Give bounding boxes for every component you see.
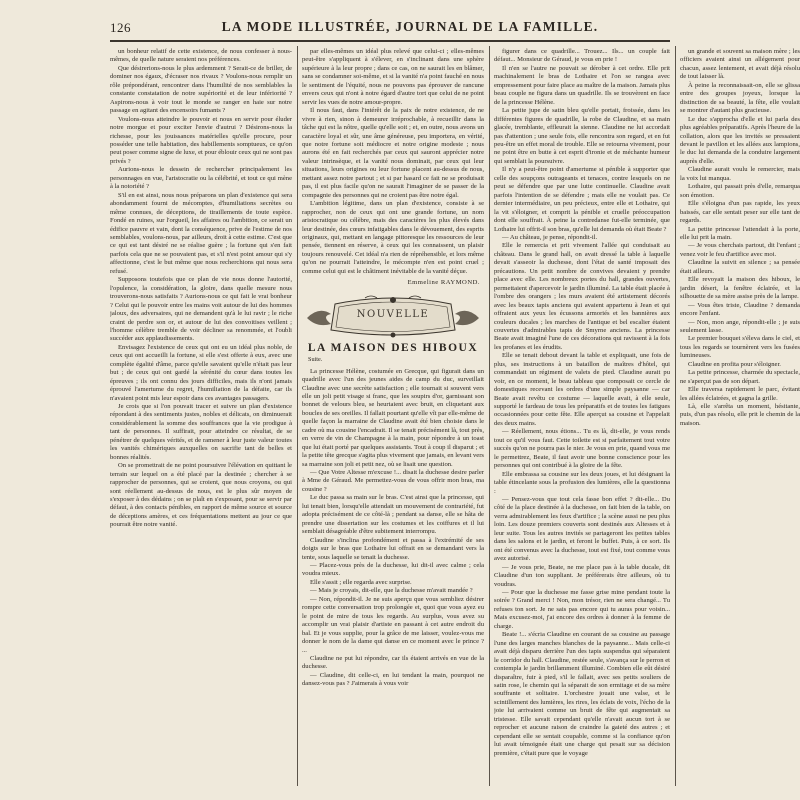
paragraph: un bonheur relatif de cette existence, de nous confesser à nous-mêmes, de quelle nature seraient nos préférences. [110, 48, 292, 64]
paragraph: L'ambition légitime, dans un plan d'existence, consiste à se rapprocher, non de ceux qui ont une grande fortune, un nom aristocratique ou célèbre, mais des caractères les plus élevés dans leur destinée, des cœurs infatigables dans le dévouement, des esprits originaux, qui, mettant en langage pittoresque les ressources de leur pensée, tiennent en réserve, à ceux qui les connaissent, un plaisir toujours renouvelé. Cet idéal n'a rien de répréhensible, et lors même qu'on ne pourrait l'atteindre, le mécompte n'en est point cruel ; comme celui qui est le châtiment inévitable de la vanité déçue. [302, 200, 484, 275]
author-signature: Emmeline RAYMOND. [407, 279, 480, 287]
story-title: LA MAISON DES HIBOUX [307, 341, 479, 354]
paragraph: Voulons-nous atteindre le pouvoir et nous en servir pour éluder notre morgue et pour exciter l'envie d'autrui ? Désirons-nous la richesse, pour les jouissances matérielles qu'elle procure, pour posséder une telle habitation, des habillements somptueux, ce qu'on peut poser comme signe de luxe, et pour éblouir ceux qui ne sont pas privés ? [110, 115, 292, 165]
column-2-essay-text [302, 48, 484, 276]
journal-title: LA MODE ILLUSTRÉE, JOURNAL DE LA FAMILLE. [221, 19, 599, 34]
paragraph: La petite princesse, charmée du spectacle, ne s'aperçut pas de son départ. [680, 369, 800, 385]
paragraph: Supposons toutefois que ce plan de vie nous donne l'autorité, l'opulence, la considération, la gloire, dans quelle mesure nous trouverons-nous satisfaits ? Aurions-nous ce qui fait le vrai bonheur ? Celui qui le pouvoir entre les mains voit autour de lui des hommes jaloux, des adversaires, qui ne demandent qu'à le lui ravir ; le riche craint de perdre son or, et autour de lui des convoitises veillent ; l'homme célèbre tremble de voir décliner sa renommée, et l'oubli succéder aux applaudissements. [110, 276, 292, 343]
paragraph: Là, elle s'arrêta un moment, hésitante, puis, d'un pas résolu, elle prit le chemin de la maison. [680, 403, 800, 427]
paragraph: À peine la reconnaissait-on, elle se glissa entre des groupes joyeux, lorsque la distinction de sa beauté, la fête, elle voulait se montrer d'autant plus gracieuse. [680, 81, 800, 115]
paragraph: Elle le remercia et prit vivement l'allée qui conduisait au château. Dans le grand hall, on avait dressé la table à laquelle devait s'asseoir la duchesse, dont l'état de santé imposait des précautions. Un petit nombre de convives devaient y prendre place avec elle. Les nombreux portes du hall, grandes ouvertes, permettaient d'apercevoir le jardin illuminé. La table était placée à l'ombre des orangers ; les murs avaient été artistement décorés avec les beaux tapis anciens qui avaient appartenu à Jean et qui offraient aux yeux les écussons armoriés et les bannières aux couleurs ducales ; les marches de l'antique et bel escalier étaient couvertes d'admirables tapis de Smyrne anciens. La princesse Beate avait imaginé l'une de ces décorations qui ravissent à la fois les profanes et les érudits. [494, 242, 670, 351]
paragraph: Elle se tenait debout devant la table et expliquait, une fois de plus, ses instructions à un bataillon de maîtres d'hôtel, qui commandait un régiment de valets de pied. Claudine aurait pu voir, en ce moment, le beau tableau que composait ce cercle de domestiques recevant les ordres d'une simple paysanne — car Beate avait revêtu ce costume — laquelle avait, à elle seule, supporté le fardeau de tous les préparatifs et de toutes les fatigues occasionnées pour cette fête. Elle aperçut sa cousine et l'appelait des deux mains. [494, 352, 670, 427]
paragraph: — Non, mon ange, répondit-elle ; je suis seulement lasse. [680, 318, 800, 334]
paragraph: — Que Votre Altesse m'excuse !... disait la duchesse desire parler à Mme de Géraud. Me permettez-vous de vous offrir mon bras, ma cousine ? [302, 469, 484, 493]
column-divider [675, 46, 676, 786]
paragraph: S'il en est ainsi, nous nous préparons un plan d'existence qui sera abondamment fourni de mécomptes, d'humiliations secrètes ou même connues, de déceptions, de tiraillements de toute espèce. Fondé en ruines, sur l'orgueil, les affaires ou l'ambition, ce serait un édifice pauvre et vain, dont la conséquence, prive de l'estime de nos semblables, voulons-nous, par ailleurs, droit à cette estime. C'est que ce qui est tant désiré ne se réalise guère ; la fortune qui s'en fait parfois cela que ne se pouvaient pas, et s'il n'est point amour qui s'y affectionne, c'est le but même que nous recherchions qui nous sera refusé. [110, 191, 292, 275]
column-2 [302, 48, 484, 788]
paragraph: — Je vous prie, Beate, ne me place pas à la table ducale, dit Claudine d'un ton suppliant. Je préférerais être ailleurs, où tu voudras. [494, 563, 670, 588]
paragraph: Elle embrassa sa cousine sur les deux joues, et lui désignant la table étincelante sous la profusion des lumières, elle la questionna : [494, 470, 670, 495]
paragraph: — Au château, je pense, répondit-il. [502, 233, 598, 241]
column-1 [110, 48, 292, 788]
paragraph: Envisagez l'existence de ceux qui ont eu un idéal plus noble, de ceux qui ont accueilli la fortune, si elle s'est offerte à eux, avec une complète égalité d'âme, parce qu'elle savaient qu'elle n'était pas leur but ; de ceux qui ont gardé la sérénité du cœur dans toutes les épreuves ; ils ont connu des jours difficiles, mais ils n'ont jamais éprouvé l'amertume du regret, l'humiliation de la défaite, car ils n'avaient point mis leur espoir dans ces avantages passagers. [110, 343, 292, 402]
story-subtitle: Suite. [308, 356, 323, 364]
column-divider [297, 46, 298, 786]
paragraph: Que désirerions-nous le plus ardemment ? Serait-ce de briller, de dominer nos égaux, d'écraser nos rivaux ? Voulons-nous remplir un rôle prépondérant, rencontrer dans l'humilité de nos semblables la constante constatation de notre supériorité et de leur infériorité ? Aspirons-nous à voir tout le monde se ranger en haie sur notre passage en agitant des encensoirs fumants ? [110, 64, 292, 115]
column-2-story-text [302, 368, 484, 689]
column-3-text [494, 48, 670, 758]
paragraph: Elle s'assit ; elle regarda avec surprise. [310, 578, 412, 586]
column-4-text [680, 48, 800, 428]
paragraph: — Pensez-vous que tout cela fasse bon effet ? dit-elle... Du côté de la place destinée à la duchesse, on fait bien de la table, on verra admirablement les feux d'artifice ; la scène aussi ne peu plus loin. Les douze premiers couverts sont destinés aux Altesses et à leur suite. Tous les autres invités se partageront les petites tables dans les salons et le jardin, et feront le buffet. Puis, à ce sort. Ils ont été convenus avec la duchesse, tout est fixé, tout comme vous avez autorisé. [494, 496, 670, 563]
paragraph: un grande et souvent sa maison mère ; les officiers avaient ainsi un allégement pour chacun, assez lentement, et avait déjà résolu de tout laisser là. [680, 48, 800, 81]
column-divider [489, 46, 490, 786]
paragraph: Elle s'éloigna d'un pas rapide, les yeux baissés, car elle sentait peser sur elle tant de regards. [680, 200, 800, 225]
paragraph: Je crois que si l'on pouvait tracer et suivre un plan d'existence répondant à des sentiments justes, nobles et délicats, on diminuerait considérablement la somme des souffrances que la vie prodigue à tant de personnes. Il suffirait, pour atteindre ce résultat, de se pénétrer de quelques vérités, et de ramener à leur juste valeur toutes les vanités chimériques auxquelles on sacrifie tant de belles et bonnes réalités. [110, 403, 292, 461]
paragraph: — Je vous cherchais partout, dit l'enfant ; venez voir le feu d'artifice avec moi. [680, 242, 800, 258]
paragraph: Claudine la suivit en silence ; sa pensée était ailleurs. [680, 259, 800, 275]
paragraph: On se promettrait de ne point poursuivre l'élévation en quittant le terrain sur lequel on a été placé par la destinée ; chercher à se rapprocher de personnes, qui se croient, que nous croyons, ou qui sont réellement au-dessus de nous, est le plus sûr moyen de s'exposer à des dédains ; on se plaît en s'exposant, pour se servir par défaut, à des contacts pénibles, en rapport de même source et source de déceptions amères, et ces fréquentations mettent au jour ce que pourrait être notre vanité. [110, 462, 292, 529]
page-number: 126 [110, 20, 131, 35]
paragraph: Le premier bouquet s'éleva dans le ciel, et tous les regards se tournèrent vers les fusées lumineuses. [680, 335, 800, 360]
paragraph: — Claudine, dit celle-ci, en lui tendant la main, pourquoi ne dansez-vous pas ? J'aimerais à vous voir [302, 671, 484, 688]
column-1-text [110, 48, 292, 530]
paragraph: La princesse Hélène, costumée en Grecque, qui figurait dans un quadrille avec l'un des jeunes aides de camp du duc, surveillait Claudine avec une secrète satisfaction ; elle tournait si souvent vers elle un joli petit visage si franc, que les soupirs d'or, garnissant son bonnet de velours bleu, se heurtaient avec bruit, en cliquetant aux boucles de ses oreilles. Il fallait pourtant qu'elle vît par elle-même de quelle façon la marraine de Claudine avait été bien choisie dans le cadre où ma cousine l'encadrait. Il se tenait précisément là, tout près, en verre de vin de Champagne à la main, pour répondre à un toast que lui était porté par quelques assistants. Tout à coup il disparut ; et la petite tête grecque s'agita plus vivement que jamais, en levant vers sa marraine son joli et petit nez, où se lisait une question. [302, 367, 484, 468]
nouvelle-ornament-banner [305, 294, 481, 340]
paragraph: La petite jupe de satin bleu qu'elle portait, froissée, dans les différentes figures de quadrille, la robe de Claudine, et sa main glacée, tremblante, effleurait la sienne. Claudine ne lui accordait pas d'attention ; une seule fois, elle rencontra son regard, et en fut peu-être un effet moral de trouble. Elle se retourna vivement, pour ne point être en butte à cet esprit d'ironie et de méchante humeur qui semblait la poursuivre. [494, 107, 670, 165]
paragraph: Il nous faut, dans l'intérêt de la paix de notre existence, de ne vivre à rien, sinon à demeurer irréprochable, à recueillir dans la tâche qui est la nôtre, quelle qu'elle soit ; et, en outre, nous avons un caractère loyal et sûr, une âme généreuse, peu importera, en vérité, que notre fortune soit médiocre et notre origine modeste ; nous aurons été en fait recherchés par ceux qui sauront apprécier notre valeur intrinsèque, et la vanité nous dominait, par ceux qui leur situations, leurs origines ou leur fortune placent au-dessus de nous, mettant assez notre partout ; et si par hasard ce fait ne se produisait pas, il est plus facile qu'on ne saurait l'imaginer de se passer de la compagnie des personnes qui ne croient pas être notre égal. [302, 107, 484, 199]
paragraph: Lothaire, qui passait près d'elle, remarqua son émotion. [680, 183, 800, 199]
nouvelle-label: NOUVELLE [356, 308, 430, 320]
paragraph: Claudine s'inclina profondément et passa à l'extrémité de ses doigts sur le bras que Lothaire lui offrait en se demandant vers la tente, sous laquelle se tenait la duchesse. [302, 536, 484, 561]
paragraph: figurer dans ce quadrille... Trouez... Ils... un couple fait défaut... Monsieur de Géraud, je vous en prie ! [494, 48, 670, 64]
paragraph: Aurions-nous le dessein de rechercher principalement les personnages en vue, l'aristocratie ou la célébrité, et tout ce qui mène à la notoriété ? [110, 166, 292, 191]
column-3 [494, 48, 670, 788]
paragraph: Il n'en se l'autre ne pouvait se dérober à cet ordre. Elle prit machinalement le bras de Lothaire et l'on se rangea avec empressement pour faire place au maître de la maison. Jamais plus beau couple ne figura dans un quadrille. Ils se trouvèrent en face de la princesse Hélène. [494, 64, 670, 106]
paragraph: Claudine aurait voulu le remercier, mais la voix lui manqua. [680, 166, 800, 182]
paragraph: Claudine ne put lui répondre, car ils étaient arrivés en vue de la duchesse. [302, 655, 484, 671]
header-rule [110, 40, 670, 42]
paragraph: Le duc s'approcha d'elle et lui parla des plus agréables préparatifs. Après l'heure de la collation, alors que les invités se pressaient devant le pavillon et les allées aux lampions, le duc lui demanda de la conduire largement auprès d'elle. [680, 115, 800, 165]
page-header [110, 16, 670, 42]
paragraph: Le duc passa sa main sur le bras. C'est ainsi que la princesse, qui lui tenait bien, lorsqu'elle attendait un mouvement de contrariété, fut adopta précisément de ce côté-là ; pendant sa danse, elle se hâta de prendre une dissertation sur les costumes et les coiffures et il lui semblait désagréable d'être subitement interrompu. [302, 494, 484, 536]
paragraph: — Placez-vous près de la duchesse, lui dit-il avec calme ; cela voudra mieux. [302, 562, 484, 578]
paragraph: — Non, répondit-il. Je ne suis aperçu que vous sembliez désirer rompre cette conversation trop prolongée et, quoi que vous ayez eu le point de mire de tous les regards. Au surplus, vous avez su accomplir un vrai plaisir d'artiste en passant à cet autre endroit du bal. Et je vous supplie, pour la grâce de me laisser, voulez-vous me donner le nom de la dame qui danse en ce moment avec le prince ? ... [302, 595, 484, 654]
paragraph: — Mais je croyais, dit-elle, que la duchesse m'avait mandée ? [310, 587, 473, 595]
paragraph: Beate !... s'écria Claudine en courant de sa cousine au passage l'une des larges manches blanches de la paysanne... Mais celle-ci avait déjà disparu derrière l'un des tapis suspendus qui séparaient le corridor du hall. Claudine, restée seule, s'avança sur le perron et contempla le jardin brillamment illuminé. Combien elle eût désiré disparaître, fuir à pied, s'il le fallait, avec ses petits souliers de satin rose, le chemin qui la séparait de son ermitage et de sa mère souffrante et solitaire. L'orchestre jouait une valse, et le scintillement des lumières, les rires, les éclats de voix, l'écho de la joie lui arrivaient comme un bruit de fête qui augmentait sa tristesse. Elle savait cependant qu'elle n'avait aucun tort à se reprocher et aucune raison de craindre la gaieté des autres ; et cependant elle se sentait coupable, comme si la confiance qu'on lui avait témoignée était une charge qui pesait sur sa décision première, c'était pure que le voyage [494, 631, 670, 757]
paragraph: Elle revoyait la maison des hiboux, le jardin désert, la fenêtre éclairée, et la silhouette de sa mère assise près de la lampe. [680, 276, 800, 301]
column-4 [680, 48, 800, 788]
paragraph: — Pour que la duchesse me fasse grise mine pendant toute la soirée ? Grand merci ! Non, mon trésor, rien ne sera changé... Tu refuses ton sort. Je ne sais pas encore qui tu auras pour voisin... Mais excusez-moi, j'ai encore des ordres à donner à la femme de charge. [494, 589, 670, 630]
paragraph: — Réellement, nous étions... Tu es là, dit-elle, je vous rends tout ce qu'il vous faut. Cette toilette est si parfaitement tout votre succès qu'on ne pourra pas le nier. Je vous en prie, quand vous me le permettrez, Beate, il faut avoir une bonne conscience pour les personnes qui ont contribué à la gloire de la fête. [494, 428, 670, 470]
paragraph: Il n'y a peut-être point d'amertume si pénible à supporter que celle des soupçons outrageants et tenaces, contre lesquels on ne peut se défendre que par une lutte continuelle. Claudine avait parfois l'intention de se défendre ; mais elle ne voulait pas. Ce dernier intermédiaire, un peu précieux, entre elle et Lothaire, qui la vit s'éloigner, et comprit la pénible et cruelle préoccupation dont elle souffrait. À peine la contredanse fut-elle terminée, que Lothaire lui offrit-il son bras, qu'elle lui demanda où était Beate ? [494, 166, 670, 233]
paragraph: La petite princesse l'attendait à la porte, elle lui prit la main. [680, 225, 800, 241]
paragraph: Elle traversa rapidement le parc, évitant les allées éclairées, et gagna la grille. [680, 386, 800, 402]
paragraph: Claudine en profita pour s'éloigner. [688, 360, 781, 368]
paragraph: — Vous êtes triste, Claudine ? demanda encore l'enfant. [680, 301, 800, 318]
paragraph: par elles-mêmes un idéal plus relevé que celui-ci ; elles-mêmes peut-être s'appliquent à s'élever, en s'inclinant dans une sphère supérieure à la leur propre ; dans ce cas, on ne saurait les en blâmer, sans se condamner soi-même, et si la vanité n'a point fauché en nous le sentiment de l'équité, nous ne pouvons pas éprouver de rancune envers ceux qui n'ont à notre égard d'autre tort que celui de ne point servir les vues de notre amour-propre. [302, 48, 484, 106]
